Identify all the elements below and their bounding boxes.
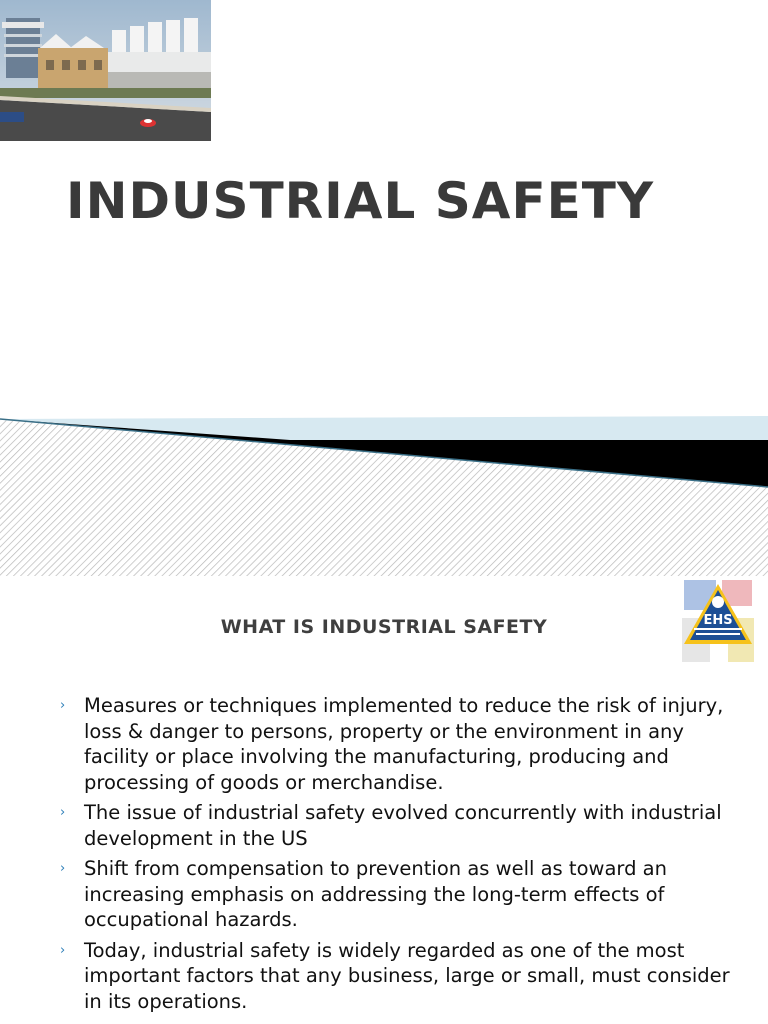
content-slide — [0, 576, 768, 1024]
bullet-text: Shift from compensation to prevention as well as toward an increasing emphasis on addressing the long-term effects of occupational hazards. — [84, 857, 667, 931]
arrow-bullet-icon: › — [60, 861, 66, 876]
arrow-bullet-icon: › — [60, 942, 66, 958]
arrow-bullet-icon: › — [60, 698, 66, 713]
ehs-logo — [682, 578, 754, 664]
decorative-swoosh — [0, 405, 768, 576]
list-item — [60, 693, 740, 795]
list-item — [60, 938, 740, 1015]
ehs-logo-text: EHS — [703, 613, 733, 628]
bullet-list — [60, 693, 740, 1019]
list-item — [60, 856, 740, 933]
bullet-text: Measures or techniques implemented to reduce the risk of injury, loss & danger to persons, property or the environment in any facility or place involving the manufacturing, producing and processing of goods or merchandise. — [84, 694, 724, 794]
bullet-text: Today, industrial safety is widely regarded as one of the most important factors that any business, large or small, must consider in its operations. — [84, 938, 730, 1013]
list-item — [60, 800, 740, 851]
slide-heading: WHAT IS INDUSTRIAL SAFETY — [220, 616, 548, 638]
racetrack-photo — [0, 0, 211, 141]
bullet-text: The issue of industrial safety evolved concurrently with industrial development in the US — [84, 801, 722, 850]
arrow-bullet-icon: › — [60, 805, 66, 820]
slide-title: INDUSTRIAL SAFETY — [66, 172, 655, 230]
